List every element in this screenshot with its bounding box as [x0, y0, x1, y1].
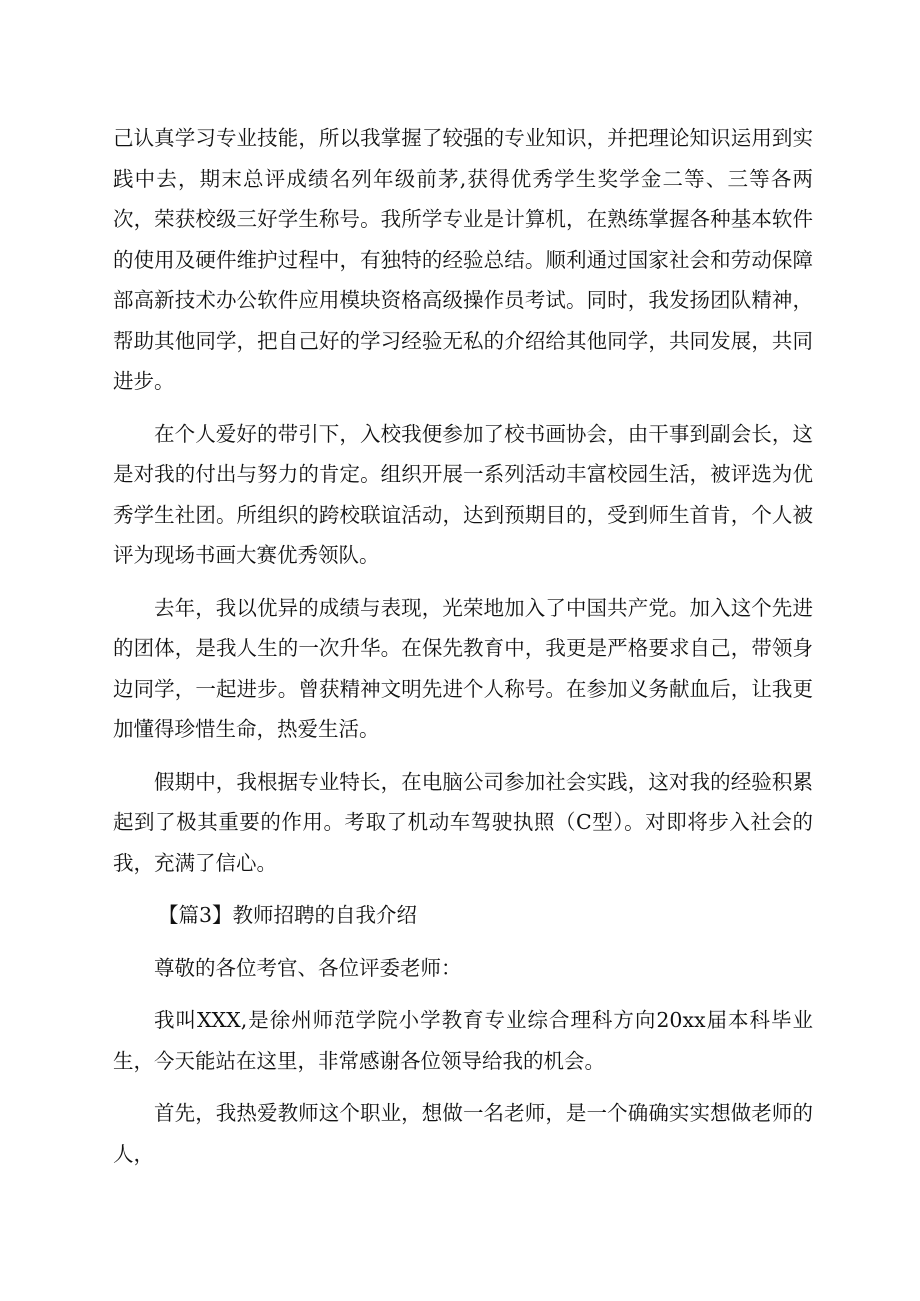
section-heading: 【篇3】教师招聘的自我介绍	[158, 903, 418, 927]
paragraph-calligraphy-association: 在个人爱好的带引下，入校我便参加了校书画协会，由干事到副会长，这是对我的付出与努力的肯定。组织开展一系列活动丰富校园生活，被评选为优秀学生社团。所组织的跨校联谊活动，达到预期目的，受到师生首肯，个人被评为现场书画大赛优秀领队。	[113, 421, 813, 567]
paragraph-holiday-practice: 假期中，我根据专业特长，在电脑公司参加社会实践，这对我的经验积累起到了极其重要的作用。考取了机动车驾驶执照（C型）。对即将步入社会的我，充满了信心。	[113, 769, 813, 875]
paragraph-continuation: 己认真学习专业技能，所以我掌握了较强的专业知识，并把理论知识运用到实践中去，期末总评成绩名列年级前茅,获得优秀学生奖学金二等、三等各两次，荣获校级三好学生称号。我所学专业是计算机，在熟练掌握各种基本软件的使用及硬件维护过程中，有独特的经验总结。顺利通过国家社会和劳动保障部高新技术办公软件应用模块资格高级操作员考试。同时，我发扬团队精神，帮助其他同学，把自己好的学习经验无私的介绍给其他同学，共同发展，共同进步。	[113, 126, 813, 393]
salutation: 尊敬的各位考官、各位评委老师：	[154, 955, 462, 980]
paragraph-teaching-passion: 首先，我热爱教师这个职业，想做一名老师，是一个确确实实想做老师的人，	[113, 1101, 813, 1166]
paragraph-party-membership: 去年，我以优异的成绩与表现，光荣地加入了中国共产党。加入这个先进的团体，是我人生的一次升华。在保先教育中，我更是严格要求自己，带领身边同学，一起进步。曾获精神文明先进个人称号。在参加义务献血后，让我更加懂得珍惜生命，热爱生活。	[113, 595, 813, 741]
paragraph-self-introduction: 我叫XXX,是徐州师范学院小学教育专业综合理科方向20xx届本科毕业生，今天能站在这里，非常感谢各位领导给我的机会。	[113, 1008, 813, 1073]
document-body	[113, 118, 813, 1186]
